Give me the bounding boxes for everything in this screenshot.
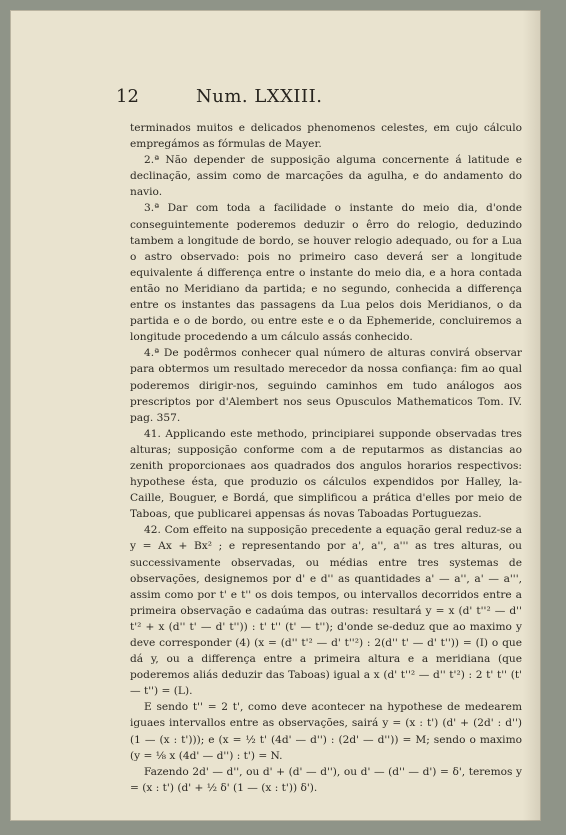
paragraph-item-3: 3.ª Dar com toda a facilidade o instante do meio dia, d'onde conseguintemente poderemos deduzir o êrro do relogio, deduzindo tambem a longitude de bordo, se houver relogio adequado, ou for a Lua o astro observado: pois no primeiro caso deverá ser a longitude equivalente á differença entre o instante do meio dia, e a hora contada então no Meridiano da partida; e no segundo, conhecida a differença entre os instantes das passagens da Lua pelos dois Meridianos, o da partida e o de bordo, ou entre este e o da Ephemeride, concluiremos a longitude procedendo a um cálculo assás conhecido. (130, 202, 522, 344)
book-page (10, 10, 541, 821)
paragraph-item-4: 4.ª De podêrmos conhecer qual número de alturas convirá observar para obtermos um resultado merecedor da nossa confiança: fim ao qual poderemos dirigir-nos, seguindo caminhos em tudo análogos aos prescriptos por d'Alembert nos seus Opusculos Mathematicos Tom. IV. pag. 357. (130, 347, 522, 424)
running-title: Num. LXXIII. (196, 86, 323, 107)
page-header (116, 86, 406, 112)
paragraph-delta: Fazendo 2d' — d'', ou d' + (d' — d''), ou d' — (d'' — d') = δ', teremos y = (x : t') (d' + ½ δ' (1 — (x : t')) δ'). (130, 765, 522, 794)
paragraph-item-2: 2.ª Não depender de supposição alguma concernente á latitude e declinação, assim como de marcações da agulha, e do andamento do navio. (130, 154, 522, 199)
paragraph-continuation: terminados muitos e delicados phenomenos celestes, em cujo cálculo empregámos as fórmulas de Mayer. (130, 122, 522, 151)
paragraph-42: 42. Com effeito na supposição precedente a equação geral reduz-se a y = Ax + Bx² ; e representando por a', a'', a''' as tres alturas, ou successivamente observadas, ou médias entre tres systemas de observações, designemos por d' e d'' as quantidades a' — a'', a' — a''', assim como por t' e t'' os dois tempos, ou intervallos decorridos entre a primeira observação e cadaúma das outras: resultará y = x (d' t''² — d'' t'² + x (d'' t' — d' t'')) : t' t'' (t' — t''); d'onde se-deduz que ao maximo y deve corresponder (4) (x = (d'' t'² — d' t''²) : 2(d'' t' — d' t'')) = (I) o que dá y, ou a differença entre a primeira altura e a meridiana (que poderemos aliás deduzir das Taboas) igual a x (d' t''² — d'' t'²) : 2 t' t'' (t' — t'') = (L). (130, 524, 522, 698)
paragraph-equal-intervals: E sendo t'' = 2 t', como deve acontecer na hypothese de medearem iguaes intervallos entre as observações, sairá y = (x : t') (d' + (2d' : d'') (1 — (x : t'))); e (x = ½ t' (4d' — d'') : (2d' — d'')) = M; sendo o maximo (y = ⅛ x (4d' — d'') : t') = N. (130, 701, 522, 762)
body-text (130, 120, 522, 796)
page-fold-shadow (523, 10, 541, 821)
paragraph-41: 41. Applicando este methodo, principiarei supponde observadas tres alturas; supposição conforme com a de reputarmos as distancias ao zenith proporcionaes aos quadrados dos angulos horarios respectivos: hypothese ésta, que produzio os cálculos expendidos por Halley, la-Caille, Bouguer, e Bordá, que simplificou a prática d'elles por meio de Taboas, que publicarei appensas ás novas Taboadas Portuguezas. (130, 427, 522, 521)
page-number: 12 (116, 86, 139, 107)
